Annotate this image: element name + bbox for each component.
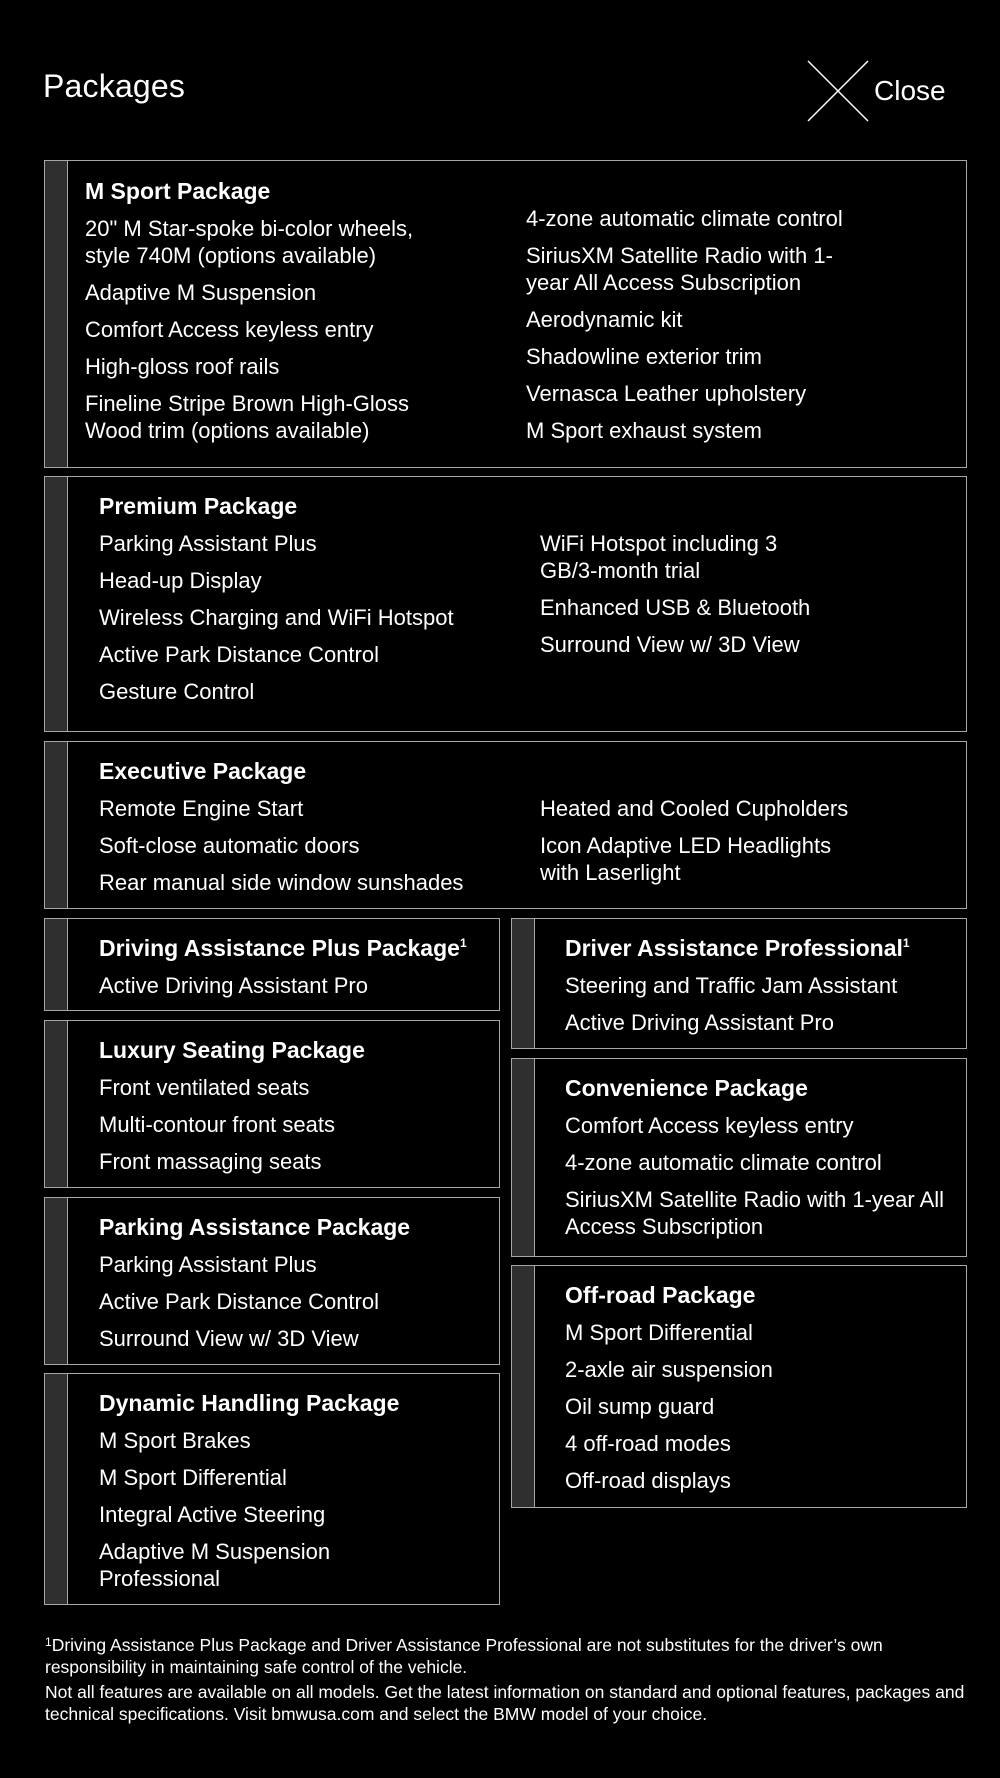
list-item: Active Park Distance Control <box>99 1289 379 1314</box>
close-icon <box>806 59 870 123</box>
package-accent-bar <box>45 1198 68 1364</box>
list-item: Remote Engine Start <box>99 796 304 821</box>
list-item: Active Driving Assistant Pro <box>99 973 368 998</box>
list-item: Aerodynamic kit <box>526 307 683 332</box>
list-item: Enhanced USB & Bluetooth <box>540 595 811 620</box>
list-item: Head-up Display <box>99 568 262 593</box>
list-item: Oil sump guard <box>565 1394 715 1419</box>
list-item: Vernasca Leather upholstery <box>526 381 807 406</box>
list-item: SiriusXM Satellite Radio with 1-year All Access Subscription <box>526 243 833 295</box>
package-accent-bar <box>512 1059 535 1256</box>
list-item: 4-zone automatic climate control <box>526 206 843 231</box>
close-label: Close <box>874 75 946 106</box>
package-convenience <box>511 1058 967 1257</box>
list-item: Multi-contour front seats <box>99 1112 335 1137</box>
package-accent-bar <box>512 919 535 1048</box>
package-parking-assistance <box>44 1197 500 1365</box>
package-driving-assistance-plus <box>44 918 500 1011</box>
package-accent-bar <box>45 477 68 731</box>
list-item: SiriusXM Satellite Radio with 1-year All Access Subscription <box>565 1187 945 1239</box>
list-item: 2-axle air suspension <box>565 1357 773 1382</box>
list-item: Adaptive M Suspension Professional <box>99 1539 331 1591</box>
package-title: Convenience Package <box>565 1075 808 1101</box>
package-accent-bar <box>45 742 68 908</box>
close-button[interactable] <box>806 58 946 124</box>
list-item: Gesture Control <box>99 679 255 704</box>
list-item: 4 off-road modes <box>565 1431 731 1456</box>
list-item: Soft-close automatic doors <box>99 833 360 858</box>
package-accent-bar <box>45 1021 68 1187</box>
list-item: 4-zone automatic climate control <box>565 1150 882 1175</box>
package-off-road <box>511 1265 967 1508</box>
package-accent-bar <box>45 1374 68 1604</box>
list-item: Fineline Stripe Brown High-Gloss Wood trim (options available) <box>85 391 410 443</box>
page-title: Packages <box>43 68 186 104</box>
package-dynamic-handling <box>44 1373 500 1605</box>
list-item: Comfort Access keyless entry <box>565 1113 854 1138</box>
footnote-2: Not all features are available on all models. Get the latest information on standard and optional features, packages and technical specifications. Visit bmwusa.com and select the BMW model of your choice. <box>45 1682 965 1724</box>
package-premium <box>44 476 967 732</box>
footnotes <box>45 1634 965 1728</box>
list-item: Shadowline exterior trim <box>526 344 762 369</box>
package-executive <box>44 741 967 909</box>
package-accent-bar <box>45 161 68 467</box>
list-item: Integral Active Steering <box>99 1502 326 1527</box>
package-title: Driving Assistance Plus Package$^1$ <box>99 935 467 961</box>
list-item: Rear manual side window sunshades <box>99 870 464 895</box>
list-item: Wireless Charging and WiFi Hotspot <box>99 605 454 630</box>
package-driver-assistance-professional <box>511 918 967 1049</box>
package-title: Premium Package <box>99 493 298 519</box>
list-item: M Sport Differential <box>565 1320 753 1345</box>
list-item: Heated and Cooled Cupholders <box>540 796 849 821</box>
list-item: Active Park Distance Control <box>99 642 379 667</box>
list-item: Surround View w/ 3D View <box>540 632 800 657</box>
package-luxury-seating <box>44 1020 500 1188</box>
list-item: Parking Assistant Plus <box>99 531 317 556</box>
package-title: Driver Assistance Professional$^1$ <box>565 935 910 961</box>
list-item: M Sport Brakes <box>99 1428 251 1453</box>
package-title: Executive Package <box>99 758 307 784</box>
package-accent-bar <box>45 919 68 1010</box>
package-title: M Sport Package <box>85 178 271 204</box>
list-item: Icon Adaptive LED Headlights with Laserlight <box>540 833 832 885</box>
package-title: Off-road Package <box>565 1282 756 1308</box>
list-item: M Sport exhaust system <box>526 418 762 443</box>
footnote-marker: 1 <box>459 936 467 950</box>
package-accent-bar <box>512 1266 535 1507</box>
footnote-marker: 1 <box>45 1635 52 1649</box>
list-item: Front massaging seats <box>99 1149 322 1174</box>
package-title: Parking Assistance Package <box>99 1214 411 1240</box>
list-item: High-gloss roof rails <box>85 354 280 379</box>
list-item: Surround View w/ 3D View <box>99 1326 359 1351</box>
list-item: Off-road displays <box>565 1468 731 1493</box>
list-item: Front ventilated seats <box>99 1075 310 1100</box>
list-item: Steering and Traffic Jam Assistant <box>565 973 898 998</box>
package-title: Dynamic Handling Package <box>99 1390 400 1416</box>
list-item: Parking Assistant Plus <box>99 1252 317 1277</box>
package-m-sport <box>44 160 967 468</box>
list-item: M Sport Differential <box>99 1465 287 1490</box>
list-item: WiFi Hotspot including 3 GB/3-month trial <box>540 531 778 583</box>
list-item: Adaptive M Suspension <box>85 280 317 305</box>
footnote-marker: 1 <box>902 936 910 950</box>
footnote-1: $^1$Driving Assistance Plus Package and Driver Assistance Professional are not substitutes for the driver’s own responsibility in maintaining safe control of the vehicle. <box>45 1635 883 1677</box>
list-item: 20" M Star-spoke bi-color wheels, style 740M (options available) <box>85 216 414 268</box>
list-item: Active Driving Assistant Pro <box>565 1010 834 1035</box>
package-title: Luxury Seating Package <box>99 1037 365 1063</box>
list-item: Comfort Access keyless entry <box>85 317 374 342</box>
